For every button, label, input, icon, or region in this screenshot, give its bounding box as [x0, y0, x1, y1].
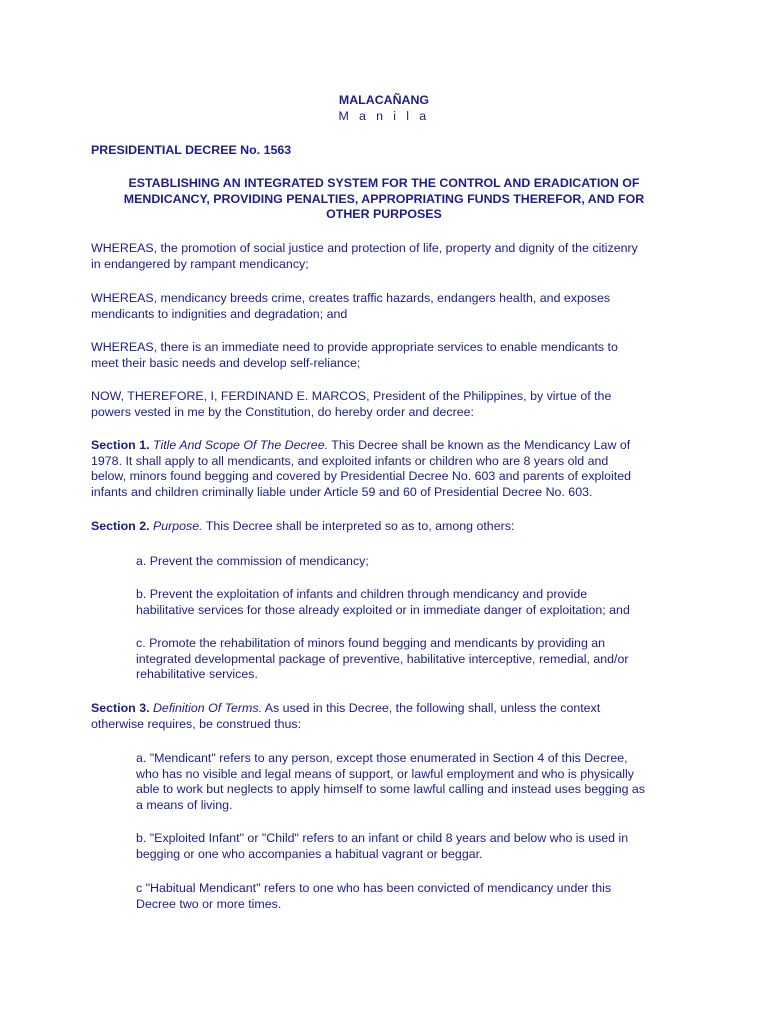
whereas-line: WHEREAS, there is an immediate need to provide appropriate services to enable mendicants to [91, 340, 618, 354]
now-therefore-clause [91, 389, 681, 420]
section-1 [91, 438, 681, 500]
list-item-line: c "Habitual Mendicant" refers to one who has been convicted of mendicancy under this [136, 881, 612, 895]
section-1-text: This Decree shall be known as the Mendicancy Law of [328, 438, 631, 452]
section-3-text: As used in this Decree, the following shall, unless the context [262, 701, 601, 715]
whereas-line: in endangered by rampant mendicancy; [91, 256, 309, 271]
list-item-line: b. "Exploited Infant" or "Child" refers to an infant or child 8 years and below who is used in [136, 831, 629, 845]
city-heading: M a n i l a [338, 109, 430, 123]
section-2-label: Section 2. [91, 519, 150, 533]
section-3 [91, 701, 681, 732]
section-1-line: 1978. It shall apply to all mendicants, and exploited infants or children who are 8 years old and [91, 453, 609, 468]
list-item-line: rehabilitative services. [136, 667, 258, 681]
list-item-line: Decree two or more times. [136, 896, 282, 911]
section-3-item-a [136, 751, 681, 813]
now-therefore-line: powers vested in me by the Constitution, do hereby order and decree: [91, 404, 474, 419]
decree-title-line: OTHER PURPOSES [326, 207, 442, 221]
whereas-clause-3 [91, 340, 681, 371]
list-item-line: a. Prevent the commission of mendicancy; [136, 554, 369, 568]
section-3-heading: Definition Of Terms. [152, 701, 263, 715]
list-item-line: c. Promote the rehabilitation of minors found begging and mendicants by providing an [136, 636, 606, 650]
section-3-item-c [136, 881, 681, 912]
whereas-clause-1 [91, 241, 681, 272]
whereas-line: WHEREAS, mendicancy breeds crime, creates traffic hazards, endangers health, and exposes [91, 291, 611, 305]
office-heading: MALACAÑANG [338, 93, 430, 107]
section-2 [91, 519, 681, 535]
list-item-line: b. Prevent the exploitation of infants and children through mendicancy and provide [136, 587, 588, 601]
list-item-line: habilitative services for those already exploited or in immediate danger of exploitation; and [136, 602, 630, 617]
whereas-line: WHEREAS, the promotion of social justice and protection of life, property and dignity of the citizenry [91, 241, 638, 255]
whereas-clause-2 [91, 291, 681, 322]
section-2-heading: Purpose. [152, 519, 203, 533]
section-3-first-line [91, 701, 681, 717]
section-3-item-b [136, 831, 681, 862]
section-2-item-b [136, 587, 681, 618]
section-1-first-line [91, 438, 681, 454]
section-2-text: This Decree shall be interpreted so as to, among others: [202, 519, 515, 533]
now-therefore-line: NOW, THEREFORE, I, FERDINAND E. MARCOS, President of the Philippines, by virtue of the [91, 389, 612, 403]
decree-number: PRESIDENTIAL DECREE No. 1563 [91, 143, 292, 157]
list-item-line: a. "Mendicant" refers to any person, except those enumerated in Section 4 of this Decree, [136, 751, 628, 765]
section-1-label: Section 1. [91, 438, 150, 452]
section-1-heading: Title And Scope Of The Decree. [152, 438, 329, 452]
section-2-item-a [136, 554, 681, 570]
decree-title [0, 176, 768, 223]
whereas-line: meet their basic needs and develop self-reliance; [91, 355, 361, 370]
whereas-line: mendicants to indignities and degradation; and [91, 306, 348, 321]
list-item-line: able to work but neglects to apply himself to some lawful calling and instead uses begging as [136, 782, 646, 796]
decree-title-line: MENDICANCY, PROVIDING PENALTIES, APPROPRIATING FUNDS THEREFOR, AND FOR [123, 191, 645, 206]
section-2-item-c [136, 636, 681, 683]
list-item-line: integrated developmental package of preventive, habilitative interceptive, remedial, and/or [136, 651, 629, 666]
section-3-label: Section 3. [91, 701, 150, 715]
decree-title-line: ESTABLISHING AN INTEGRATED SYSTEM FOR THE CONTROL AND ERADICATION OF [128, 176, 640, 190]
section-1-line: infants and children criminally liable under Article 59 and 60 of Presidential Decree No. 603. [91, 484, 593, 499]
list-item-line: a means of living. [136, 797, 233, 812]
list-item-line: begging or one who accompanies a habitual vagrant or beggar. [136, 846, 483, 861]
list-item-line: who has no visible and legal means of support, or lawful employment and who is physically [136, 766, 634, 781]
section-1-line: below, minors found begging and covered by Presidential Decree No. 603 and parents of exploited [91, 469, 632, 483]
section-3-line: otherwise requires, be construed thus: [91, 716, 302, 731]
